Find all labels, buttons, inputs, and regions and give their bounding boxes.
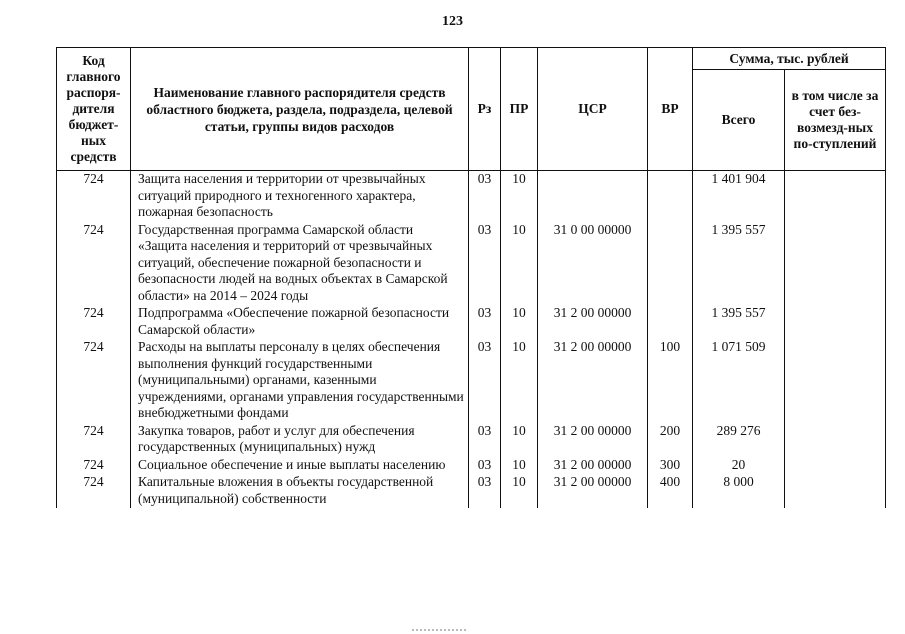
header-csr: ЦСР bbox=[538, 48, 648, 171]
header-name: Наименование главного распорядителя средств областного бюджета, раздела, подраздела, целевой статьи, группы видов расходов bbox=[131, 48, 469, 171]
table-header bbox=[57, 48, 886, 171]
header-free-receipts: в том числе за счет без-возмезд-ных по-ступлений bbox=[785, 70, 886, 171]
cell-csr: 31 0 00 00000 bbox=[538, 222, 648, 306]
cell-total: 8 000 bbox=[693, 474, 785, 508]
cell-code: 724 bbox=[57, 457, 131, 475]
cell-free bbox=[785, 339, 886, 423]
cell-code: 724 bbox=[57, 339, 131, 423]
cell-code: 724 bbox=[57, 305, 131, 339]
cell-free bbox=[785, 222, 886, 306]
table-row bbox=[57, 474, 886, 508]
cell-name: Расходы на выплаты персоналу в целях обеспечения выполнения функций государственными (муниципальными) органами, казенными учреждениями, органами управления государственными внебюджетными фондами bbox=[131, 339, 469, 423]
cell-code: 724 bbox=[57, 222, 131, 306]
cell-pr: 10 bbox=[501, 305, 538, 339]
cell-vr: 400 bbox=[648, 474, 693, 508]
cell-rz: 03 bbox=[469, 222, 501, 306]
scan-specks bbox=[0, 614, 905, 634]
table-row bbox=[57, 423, 886, 457]
cell-total: 289 276 bbox=[693, 423, 785, 457]
budget-table bbox=[56, 47, 886, 508]
cell-name: Подпрограмма «Обеспечение пожарной безопасности Самарской области» bbox=[131, 305, 469, 339]
cell-vr: 100 bbox=[648, 339, 693, 423]
cell-rz: 03 bbox=[469, 305, 501, 339]
cell-name: Социальное обеспечение и иные выплаты населению bbox=[131, 457, 469, 475]
cell-csr: 31 2 00 00000 bbox=[538, 474, 648, 508]
cell-csr: 31 2 00 00000 bbox=[538, 423, 648, 457]
cell-rz: 03 bbox=[469, 474, 501, 508]
cell-name: Защита населения и территории от чрезвычайных ситуаций природного и техногенного характера, пожарная безопасность bbox=[131, 171, 469, 222]
cell-pr: 10 bbox=[501, 339, 538, 423]
header-pr: ПР bbox=[501, 48, 538, 171]
cell-rz: 03 bbox=[469, 457, 501, 475]
table-row bbox=[57, 457, 886, 475]
table-row bbox=[57, 305, 886, 339]
cell-pr: 10 bbox=[501, 222, 538, 306]
header-code: Код главного распоря-дителя бюджет-ных средств bbox=[57, 48, 131, 171]
cell-rz: 03 bbox=[469, 423, 501, 457]
cell-pr: 10 bbox=[501, 474, 538, 508]
table-body bbox=[57, 171, 886, 509]
table-row bbox=[57, 339, 886, 423]
cell-free bbox=[785, 423, 886, 457]
cell-total: 1 401 904 bbox=[693, 171, 785, 222]
cell-free bbox=[785, 457, 886, 475]
cell-free bbox=[785, 171, 886, 222]
header-total: Всего bbox=[693, 70, 785, 171]
cell-total: 20 bbox=[693, 457, 785, 475]
table-row bbox=[57, 171, 886, 222]
cell-csr: 31 2 00 00000 bbox=[538, 339, 648, 423]
cell-vr: 300 bbox=[648, 457, 693, 475]
cell-csr: 31 2 00 00000 bbox=[538, 305, 648, 339]
cell-vr: 200 bbox=[648, 423, 693, 457]
cell-free bbox=[785, 474, 886, 508]
cell-vr bbox=[648, 222, 693, 306]
cell-code: 724 bbox=[57, 474, 131, 508]
cell-csr bbox=[538, 171, 648, 222]
cell-name: Капитальные вложения в объекты государственной (муниципальной) собственности bbox=[131, 474, 469, 508]
cell-rz: 03 bbox=[469, 171, 501, 222]
cell-rz: 03 bbox=[469, 339, 501, 423]
header-vr: ВР bbox=[648, 48, 693, 171]
cell-code: 724 bbox=[57, 171, 131, 222]
cell-name: Государственная программа Самарской области «Защита населения и территорий от чрезвычайных ситуаций, обеспечение пожарной безопасности и безопасности людей на водных объектах в Самарской области» на 2014 – 2024 годы bbox=[131, 222, 469, 306]
cell-vr bbox=[648, 171, 693, 222]
cell-csr: 31 2 00 00000 bbox=[538, 457, 648, 475]
header-sum-group: Сумма, тыс. рублей bbox=[693, 48, 886, 70]
cell-total: 1 395 557 bbox=[693, 305, 785, 339]
page-number: 123 bbox=[442, 14, 463, 29]
cell-pr: 10 bbox=[501, 171, 538, 222]
cell-pr: 10 bbox=[501, 457, 538, 475]
cell-vr bbox=[648, 305, 693, 339]
cell-total: 1 395 557 bbox=[693, 222, 785, 306]
table-row bbox=[57, 222, 886, 306]
cell-pr: 10 bbox=[501, 423, 538, 457]
cell-name: Закупка товаров, работ и услуг для обеспечения государственных (муниципальных) нужд bbox=[131, 423, 469, 457]
cell-total: 1 071 509 bbox=[693, 339, 785, 423]
cell-free bbox=[785, 305, 886, 339]
header-rz: Рз bbox=[469, 48, 501, 171]
cell-code: 724 bbox=[57, 423, 131, 457]
